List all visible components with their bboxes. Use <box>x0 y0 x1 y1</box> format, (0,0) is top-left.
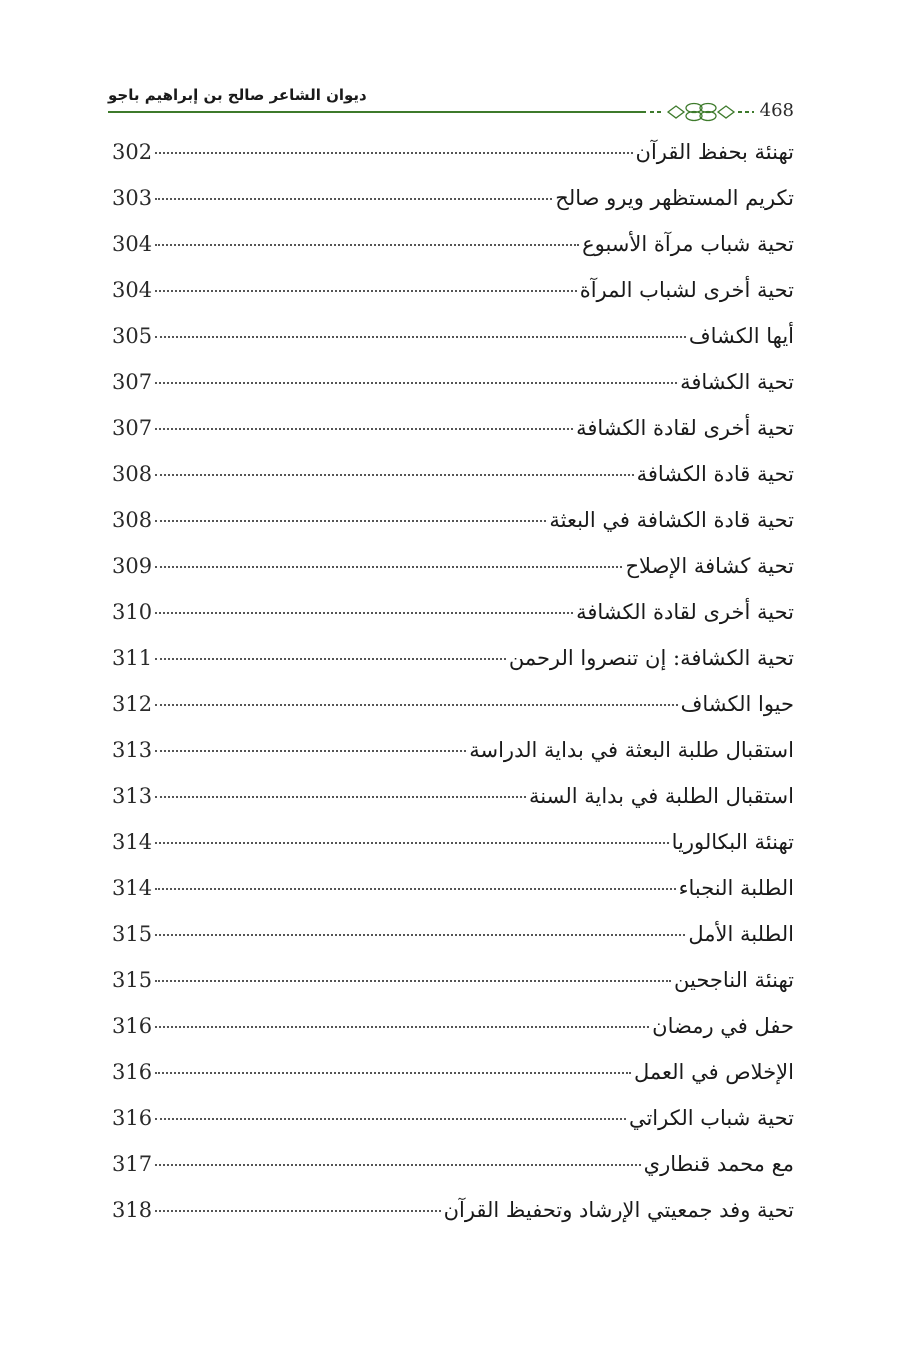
dot-leader <box>155 1026 649 1028</box>
toc-entry[interactable] <box>112 968 794 1014</box>
toc-entry[interactable] <box>112 186 794 232</box>
toc-entry-page: 303 <box>112 186 153 210</box>
toc-entry[interactable] <box>112 554 794 600</box>
dot-leader <box>155 934 685 936</box>
toc-entry-title: استقبال طلبة البعثة في بداية الدراسة <box>469 738 794 762</box>
dot-leader <box>155 520 546 522</box>
toc-entry[interactable] <box>112 1152 794 1198</box>
running-header <box>108 86 794 126</box>
dot-leader <box>155 1164 641 1166</box>
toc-entry-title: تكريم المستظهر ويرو صالح <box>555 186 794 210</box>
dot-leader <box>155 842 669 844</box>
dot-leader <box>155 796 526 798</box>
toc-entry-page: 308 <box>112 508 153 532</box>
toc-entry-title: الطلبة الأمل <box>688 922 794 946</box>
toc-entry[interactable] <box>112 1014 794 1060</box>
toc-entry-page: 316 <box>112 1106 153 1130</box>
toc-entry-title: تحية الكشافة: إن تنصروا الرحمن <box>508 646 794 670</box>
toc-entry[interactable] <box>112 784 794 830</box>
toc-entry-title: تحية وفد جمعيتي الإرشاد وتحفيظ القرآن <box>443 1198 794 1222</box>
toc-entry-page: 304 <box>112 278 153 302</box>
toc-entry-page: 311 <box>112 646 153 670</box>
toc-entry[interactable] <box>112 416 794 462</box>
toc-entry-title: حفل في رمضان <box>652 1014 794 1038</box>
dot-leader <box>155 612 573 614</box>
toc-entry-title: حيوا الكشاف <box>680 692 794 716</box>
header-rule <box>108 111 646 113</box>
toc-entry[interactable] <box>112 692 794 738</box>
toc-entry[interactable] <box>112 876 794 922</box>
toc-entry-page: 307 <box>112 370 153 394</box>
toc-entry-title: تحية الكشافة <box>680 370 794 394</box>
toc-entry[interactable] <box>112 324 794 370</box>
toc-entry[interactable] <box>112 370 794 416</box>
dot-leader <box>155 980 671 982</box>
toc-entry[interactable] <box>112 508 794 554</box>
toc-entry-title: تحية أخرى لقادة الكشافة <box>576 600 794 624</box>
toc-entry-page: 304 <box>112 232 153 256</box>
dot-leader <box>155 888 675 890</box>
toc-entry-title: تحية أخرى لقادة الكشافة <box>576 416 794 440</box>
toc-entry-title: تهنئة الناجحين <box>674 968 794 992</box>
table-of-contents <box>112 140 794 1244</box>
toc-entry-title: تحية أخرى لشباب المرآة <box>579 278 794 302</box>
toc-entry-page: 302 <box>112 140 153 164</box>
page-number: 468 <box>759 100 794 121</box>
dot-leader <box>155 1072 631 1074</box>
dot-leader <box>155 244 579 246</box>
toc-entry-page: 307 <box>112 416 153 440</box>
toc-entry[interactable] <box>112 646 794 692</box>
toc-entry-page: 316 <box>112 1060 153 1084</box>
toc-entry[interactable] <box>112 1198 794 1244</box>
dot-leader <box>155 474 634 476</box>
toc-entry-page: 316 <box>112 1014 153 1038</box>
toc-entry-title: تحية قادة الكشافة <box>636 462 794 486</box>
dot-leader <box>155 336 686 338</box>
toc-entry-page: 310 <box>112 600 153 624</box>
dot-leader <box>155 1118 626 1120</box>
toc-entry-page: 312 <box>112 692 153 716</box>
toc-entry-title: تهنئة بحفظ القرآن <box>635 140 794 164</box>
toc-entry[interactable] <box>112 922 794 968</box>
toc-entry-title: استقبال الطلبة في بداية السنة <box>528 784 794 808</box>
dot-leader <box>155 658 506 660</box>
toc-entry-page: 315 <box>112 968 153 992</box>
toc-entry-page: 313 <box>112 784 153 808</box>
toc-entry-page: 308 <box>112 462 153 486</box>
dot-leader <box>155 290 577 292</box>
dot-leader <box>155 1210 440 1212</box>
toc-entry[interactable] <box>112 738 794 784</box>
toc-entry[interactable] <box>112 1106 794 1152</box>
toc-entry[interactable] <box>112 232 794 278</box>
toc-entry-page: 313 <box>112 738 153 762</box>
toc-entry[interactable] <box>112 600 794 646</box>
toc-entry-title: الطلبة النجباء <box>678 876 794 900</box>
toc-entry-page: 317 <box>112 1152 153 1176</box>
toc-entry-page: 309 <box>112 554 153 578</box>
toc-entry-title: أيها الكشاف <box>688 324 794 348</box>
toc-entry[interactable] <box>112 140 794 186</box>
toc-entry-page: 314 <box>112 876 153 900</box>
toc-entry-title: مع محمد قنطاري <box>643 1152 794 1176</box>
toc-entry-page: 305 <box>112 324 153 348</box>
toc-entry[interactable] <box>112 278 794 324</box>
dot-leader <box>155 152 632 154</box>
toc-entry-page: 314 <box>112 830 153 854</box>
toc-entry-page: 318 <box>112 1198 153 1222</box>
dot-leader <box>155 566 622 568</box>
dot-leader <box>155 428 573 430</box>
toc-entry[interactable] <box>112 830 794 876</box>
toc-entry-title: تحية شباب الكراتي <box>628 1106 794 1130</box>
toc-entry-title: الإخلاص في العمل <box>633 1060 794 1084</box>
toc-entry-title: تحية كشافة الإصلاح <box>625 554 794 578</box>
toc-entry-title: تهنئة البكالوريا <box>671 830 794 854</box>
dot-leader <box>155 704 677 706</box>
toc-entry-title: تحية قادة الكشافة في البعثة <box>549 508 794 532</box>
toc-entry[interactable] <box>112 1060 794 1106</box>
toc-entry-page: 315 <box>112 922 153 946</box>
toc-entry[interactable] <box>112 462 794 508</box>
dot-leader <box>155 382 677 384</box>
toc-entry-title: تحية شباب مرآة الأسبوع <box>582 232 794 256</box>
dot-leader <box>155 198 552 200</box>
green-knot-ornament-icon <box>648 101 756 123</box>
book-title: ديوان الشاعر صالح بن إبراهيم باجو <box>108 86 367 104</box>
dot-leader <box>155 750 466 752</box>
